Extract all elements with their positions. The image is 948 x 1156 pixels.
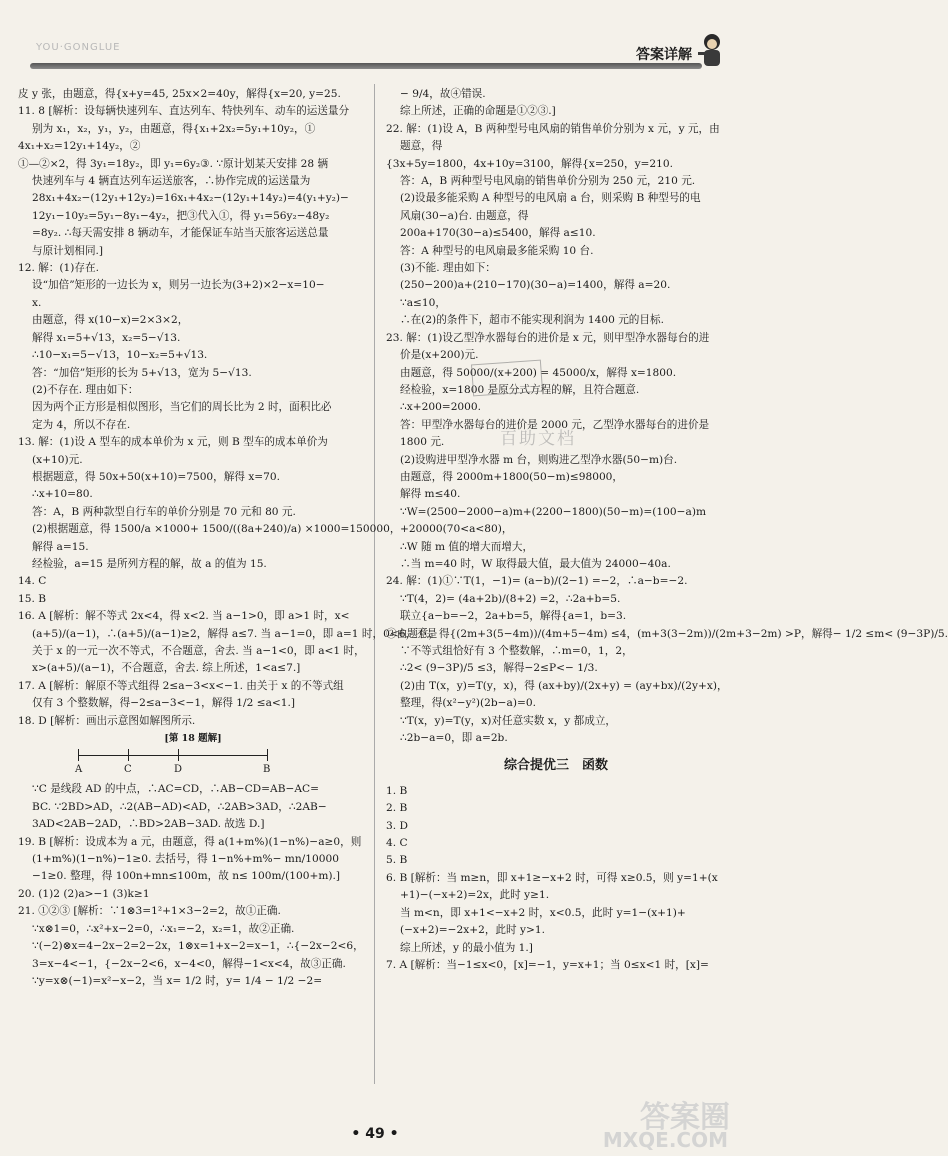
right2-line: 7. A [解析：当−1≤x<0，[x]=−1，y=x+1；当 0≤x<1 时，[x]= — [386, 958, 709, 971]
left-line: 答：“加倍”矩形的长为 5+√13，宽为 5−√13. — [32, 366, 252, 379]
section-title: 综合提优三 函数 — [503, 758, 608, 774]
left-line: (a+5)/(a−1)，∴(a+5)/(a−1)≥2，解得 a≤7. 当 a−1=0，即 a=1 时，0<6，不是 — [32, 627, 438, 640]
right-column — [386, 86, 948, 974]
right-line: 23. 解：(1)设乙型净水器每台的进价是 x 元，则甲型净水器每台的进 — [386, 331, 710, 344]
left-line: [第 18 题解] — [164, 733, 222, 745]
left-line: 12y₁−10y₂=5y₁−8y₁−4y₂，把③代入①，得 y₁=56y₂−48y₂ — [32, 209, 330, 222]
left-line: 仅有 3 个整数解，得−2≤a−3<−1，解得 1/2 ≤a<1.] — [32, 697, 296, 710]
stamp-watermark: 百助文档 — [500, 429, 576, 449]
right-line: 解得 m≤40. — [400, 488, 461, 501]
right-line: ②由题意，得{(2m+3(5−4m))/(4m+5−4m) ≤4，(m+3(3−2m))/(2m+3−2m) >P，解得− 1/2 ≤m< (9−3P)/5. — [386, 627, 948, 640]
right-line: ∵不等式组恰好有 3 个整数解，∴m=0，1，2， — [400, 645, 633, 657]
right-line: ∵a≤10， — [400, 296, 447, 309]
left-line: 12. 解：(1)存在. — [18, 262, 99, 275]
left-line: 根据题意，得 50x+50(x+10)=7500，解得 x=70. — [32, 470, 281, 483]
left-line: ∴10−x₁=5−√13，10−x₂=5+√13. — [32, 349, 208, 362]
figure-18 — [75, 747, 271, 781]
left-line: 20. (1)2 (2)a>−1 (3)k≥1 — [18, 887, 150, 900]
right-line: (2)设最多能采购 A 种型号的电风扇 a 台，则采购 B 种型号的电 — [400, 192, 701, 205]
right-line: ∴当 m=40 时，W 取得最大值，最大值为 24000−40a. — [400, 557, 671, 570]
left-line: 答：A，B 两种款型自行车的单价分别是 70 元和 80 元. — [32, 505, 296, 518]
column-divider — [374, 84, 375, 1084]
left-line: 15. B — [18, 592, 46, 605]
left-line: x. — [32, 296, 42, 309]
right-line: 答：A 种型号的电风扇最多能采购 10 台. — [400, 244, 594, 257]
left-line: 经检验，a=15 是所列方程的解，故 a 的值为 15. — [32, 557, 267, 570]
left-line: ∵C 是线段 AD 的中点，∴AC=CD，∴AB−CD=AB−AC= — [32, 783, 319, 796]
left-line: 皮 y 张，由题意，得{x+y=45, 25x×2=40y，解得{x=20, y=25. — [18, 88, 341, 100]
fig-label-c: C — [124, 764, 132, 776]
right-line: ∵W=(2500−2000−a)m+(2200−1800)(50−m)=(100−a)m — [400, 505, 707, 518]
right2-line: 5. B — [386, 854, 408, 867]
left-line: ∵(−2)⊗x=4−2x−2=2−2x，1⊗x=1+x−2=x−1，∴{−2x−2<6， — [32, 940, 364, 953]
right-line: 答：甲型净水器每台的进价是 2000 元，乙型净水器每台的进价是 — [400, 418, 710, 431]
right-line: 由题意，得 2000m+1800(50−m)≤98000， — [400, 470, 624, 483]
right2-line: +1)−(−x+2)=2x，此时 y≥1. — [400, 889, 550, 902]
page-number: • 49 • — [351, 1126, 399, 1142]
left-line: 21. ①②③ [解析：∵1⊗3=1²+1×3−2=2，故①正确. — [18, 905, 281, 918]
right-line: ∴2< (9−3P)/5 ≤3，解得−2≤P<− 1/3. — [400, 662, 598, 675]
right2-line: 2. B — [386, 802, 408, 815]
stamp-mark — [471, 360, 543, 397]
right-line: ∵T(x，y)=T(y，x)对任意实数 x，y 都成立， — [400, 714, 617, 727]
left-line: 17. A [解析：解原不等式组得 2≤a−3<x<−1. 由关于 x 的不等式组 — [18, 679, 344, 692]
header-title: 答案详解 — [636, 47, 692, 63]
right-line: ∴x+200=2000. — [400, 401, 482, 414]
right-line: 22. 解：(1)设 A，B 两种型号电风扇的销售单价分别为 x 元，y 元，由 — [386, 122, 720, 135]
left-line: 快速列车与 4 辆直达列车运送旅客，∴协作完成的运送量为 — [32, 175, 311, 188]
header-rule — [30, 63, 702, 69]
left-line: 11. 8 [解析：设每辆快速列车、直达列车、特快列车、动车的运送量分 — [18, 105, 350, 118]
left-line: 设“加倍”矩形的一边长为 x，则另一边长为(3+2)×2−x=10− — [32, 279, 325, 292]
left-line: 关于 x 的一元一次不等式，不合题意，舍去. 当 a−1<0，即 a<1 时， — [32, 645, 365, 657]
left-line: 14. C — [18, 575, 47, 588]
right-line: (2)设购进甲型净水器 m 台，则购进乙型净水器(50−m)台. — [400, 453, 678, 466]
left-line: 别为 x₁，x₂，y₁，y₂，由题意，得{x₁+2x₂=5y₁+10y₂，① — [32, 122, 316, 135]
left-line: =8y₂. ∴每天需安排 8 辆动车，才能保证车站当天旅客运送总量 — [32, 227, 329, 240]
left-line: BC. ∵2BD>AD，∴2(AB−AD)<AD，∴2AB>3AD，∴2AB− — [32, 800, 327, 813]
left-line: 定为 4，所以不存在. — [32, 418, 131, 431]
left-line: 解得 x₁=5+√13，x₂=5−√13. — [32, 331, 181, 344]
right-line: {3x+5y=1800，4x+10y=3100，解得{x=250，y=210. — [386, 157, 674, 170]
left-line: 28x₁+4x₂−(12y₁+12y₂)=16x₁+4x₂−(12y₁+14y₂)=4(y₁+y₂)− — [32, 192, 349, 205]
fig-label-a: A — [75, 764, 83, 776]
left-line: 19. B [解析：设成本为 a 元，由题意，得 a(1+m%)(1−n%)−a≥0，则 — [18, 835, 362, 848]
left-line: −1≥0. 整理，得 100n+mn≤100m，故 n≤ 100m/(100+m).] — [32, 870, 341, 883]
left-line: (2)不存在. 理由如下： — [32, 383, 139, 396]
left-line: ①—②×2，得 3y₁=18y₂，即 y₁=6y₂③. ∵原计划某天安排 28 辆 — [18, 157, 329, 170]
right-line: ∴W 随 m 值的增大而增大， — [400, 540, 534, 553]
right-line: 24. 解：(1)①∵T(1，−1)= (a−b)/(2−1) =−2，∴a−b=−2. — [386, 575, 688, 588]
right2-line: 1. B — [386, 784, 408, 797]
right2-line: 3. D — [386, 819, 408, 832]
right2-line: (−x+2)=−2x+2，此时 y>1. — [400, 924, 545, 937]
right-line: 1800 元. — [400, 436, 445, 449]
fig-label-d: D — [174, 764, 183, 776]
right2-line: 当 m<n，即 x+1<−x+2 时，x<0.5，此时 y=1−(x+1)+ — [400, 906, 686, 919]
right-line: 题意，得 — [400, 140, 443, 153]
site-watermark: 答案圈 — [640, 1100, 730, 1135]
left-line: ∵y=x⊗(−1)=x²−x−2，当 x= 1/2 时，y= 1/4 − 1/2 −2= — [32, 974, 323, 987]
right-line: (250−200)a+(210−170)(30−a)=1400，解得 a=20. — [400, 279, 671, 292]
right2-line: 综上所述，y 的最小值为 1.] — [400, 941, 533, 954]
left-line: 与原计划相同.] — [32, 244, 104, 257]
right-line: 由题意，得 50000/(x+200) = 45000/x，解得 x=1800. — [400, 366, 677, 379]
left-line: 16. A [解析：解不等式 2x<4，得 x<2. 当 a−1>0，即 a>1 时，x< — [18, 610, 350, 623]
left-line: 4x₁+x₂=12y₁+14y₂，② — [18, 140, 141, 153]
left-line: x>(a+5)/(a−1)，不合题意，舍去. 综上所述，1<a≤7.] — [32, 662, 301, 675]
left-line: 13. 解：(1)设 A 型车的成本单价为 x 元，则 B 型车的成本单价为 — [18, 436, 328, 449]
left-line: (1+m%)(1−n%)−1≥0. 去括号，得 1−n%+m%− mn/10000 — [32, 853, 339, 866]
right-line: 联立{a−b=−2，2a+b=5，解得{a=1，b=3. — [400, 610, 627, 623]
right-line: 200a+170(30−a)≤5400，解得 a≤10. — [400, 227, 596, 240]
series-label: YOU·GONGLUE — [36, 42, 121, 53]
left-line: 18. D [解析：画出示意图如解图所示. — [18, 714, 196, 727]
right-line: 整理，得(x²−y²)(2b−a)=0. — [400, 697, 536, 710]
fig-label-b: B — [263, 764, 271, 776]
right-line: (3)不能. 理由如下： — [400, 262, 496, 275]
left-line: 3AD<2AB−2AD，∴BD>2AB−3AD. 故选 D.] — [32, 818, 265, 831]
left-line: ∴x+10=80. — [32, 488, 93, 501]
right-line: − 9/4，故④错误. — [400, 88, 486, 100]
right-line: ∴2b−a=0，即 a=2b. — [400, 732, 508, 745]
left-line: (x+10)元. — [32, 453, 83, 466]
site-watermark-url: MXQE.COM — [602, 1128, 728, 1152]
right-line: ∵T(4，2)= (4a+2b)/(8+2) =2，∴2a+b=5. — [400, 592, 621, 605]
right-line: (2)由 T(x，y)=T(y，x)，得 (ax+by)/(2x+y) = (ay+bx)/(2y+x)， — [400, 679, 728, 692]
left-line: ∵x⊗1=0，∴x²+x−2=0，∴x₁=−2，x₂=1，故②正确. — [32, 922, 295, 935]
left-line: 因为两个正方形是相似图形，当它们的周长比为 2 时，面积比必 — [32, 401, 332, 414]
right-line: 价是(x+200)元. — [400, 349, 479, 362]
right-line: 综上所述，正确的命题是①②③.] — [400, 105, 556, 118]
right-line: 答：A，B 两种型号电风扇的销售单价分别为 250 元，210 元. — [400, 175, 696, 188]
left-line: 3=x−4<−1，{−2x−2<6，x−4<0，解得−1<x<4，故③正确. — [32, 957, 346, 970]
right-line: 风扇(30−a)台. 由题意，得 — [400, 209, 529, 222]
right2-line: 6. B [解析：当 m≥n，即 x+1≥−x+2 时，可得 x≥0.5，则 y=1+(x — [386, 871, 718, 884]
right2-line: 4. C — [386, 837, 408, 850]
right-line: 经检验，x=1800 是原分式方程的解，且符合题意. — [400, 383, 640, 396]
left-line: (2)根据题意，得 1500/a ×1000+ 1500/((8a+240)/a) ×1000=150000， — [32, 523, 401, 536]
right-line: +20000(70<a<80)， — [400, 523, 513, 536]
left-line: 解得 a=15. — [32, 540, 89, 553]
right-line: ∴在(2)的条件下，超市不能实现利润为 1400 元的目标. — [400, 314, 664, 327]
left-line: 由题意，得 x(10−x)=2×3×2， — [32, 314, 189, 327]
